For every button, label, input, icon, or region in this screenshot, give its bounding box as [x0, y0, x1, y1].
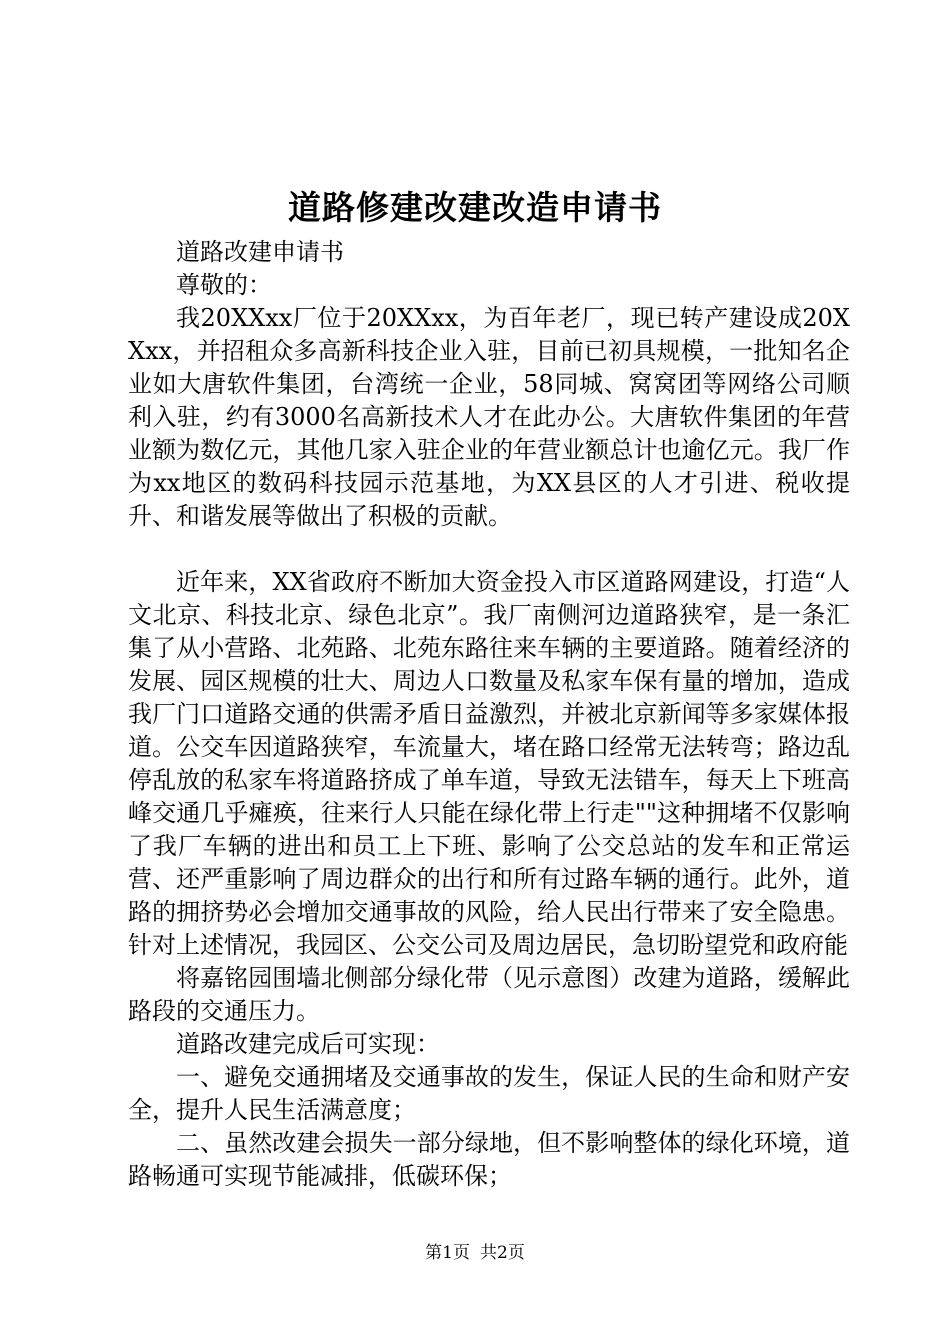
page-total: 共2页 [480, 1243, 525, 1263]
paragraph-salutation: 尊敬的： [176, 271, 272, 299]
page-number: 第1页 [425, 1243, 470, 1263]
paragraph-heading: 道路改建申请书 [176, 238, 344, 266]
paragraph-spacer [128, 533, 850, 566]
paragraph-background: 近年来，XX省政府不断加大资金投入市区道路网建设，打造“人文北京、科技北京、绿色北京”。我厂南侧河边道路狭窄，是一条汇集了从小营路、北苑路、北苑东路往来车辆的主要道路。随着经济的发展、园区规模的壮大、周边人口数量及私家车保有量的增加，造成我厂门口道路交通的供需矛盾日益激烈，并被北京新闻等多家媒体报道。公交车因道路狭窄，车流量大，堵在路口经常无法转弯；路边乱停乱放的私家车将道路挤成了单车道，导致无法错车，每天上下班高峰交通几乎瘫痪，往来行人只能在绿化带上行走""这种拥堵不仅影响了我厂车辆的进出和员工上下班、影响了公交总站的发车和正常运营、还严重影响了周边群众的出行和所有过路车辆的通行。此外，道路的拥挤势必会增加交通事故的风险，给人民出行带来了安全隐患。针对上述情况，我园区、公交公司及周边居民，急切盼望党和政府能 [128, 568, 850, 959]
document-body [128, 236, 850, 1193]
paragraph-benefit-2: 二、虽然改建会损失一部分绿地，但不影响整体的绿化环境，道路畅通可实现节能减排，低碳环保； [128, 1129, 850, 1190]
paragraph-benefits-heading: 道路改建完成后可实现： [176, 1030, 440, 1058]
paragraph-request: 将嘉铭园围墙北侧部分绿化带（见示意图）改建为道路，缓解此路段的交通压力。 [128, 964, 850, 1025]
paragraph-benefit-1: 一、避免交通拥堵及交通事故的发生，保证人民的生命和财产安全，提升人民生活满意度； [128, 1063, 850, 1124]
document-title: 道路修建改建改造申请书 [288, 188, 662, 227]
paragraph-intro: 我20XXxx厂位于20XXxx，为百年老厂，现已转产建设成20XXxx，并招租众多高新科技企业入驻，目前已初具规模，一批知名企业如大唐软件集团，台湾统一企业，58同城、窝窝团等网络公司顺利入驻，约有3000名高新技术人才在此办公。大唐软件集团的年营业额为数亿元，其他几家入驻企业的年营业额总计也逾亿元。我厂作为xx地区的数码科技园示范基地，为XX县区的人才引进、税收提升、和谐发展等做出了积极的贡献。 [128, 304, 850, 530]
page-footer [0, 1242, 950, 1264]
